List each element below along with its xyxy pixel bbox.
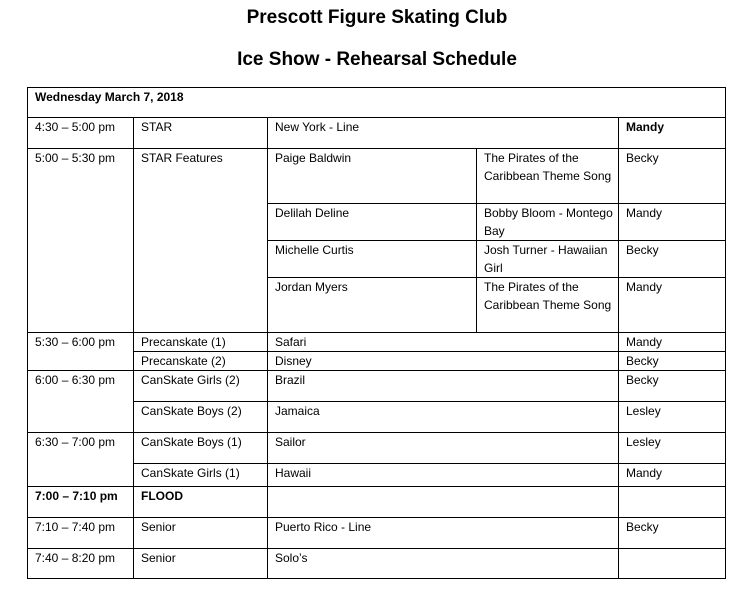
day-heading: Wednesday March 7, 2018 [28, 88, 726, 118]
group-cell: CanSkate Boys (2) [134, 402, 268, 433]
coach-cell: Mandy [619, 204, 726, 241]
time-cell: 5:00 – 5:30 pm [28, 149, 134, 333]
coach-cell: Becky [619, 149, 726, 204]
table-row [28, 487, 726, 518]
table-row [28, 149, 726, 204]
coach-cell: Mandy [619, 464, 726, 487]
skater-cell: Delilah Deline [268, 204, 477, 241]
coach-cell: Mandy [619, 333, 726, 352]
music-cell [268, 487, 619, 518]
club-name: Prescott Figure Skating Club [246, 7, 508, 28]
music-cell: New York - Line [268, 118, 619, 149]
table-row [28, 518, 726, 549]
group-cell: STAR Features [134, 149, 268, 333]
time-cell: 6:30 – 7:00 pm [28, 433, 134, 487]
song-cell: The Pirates of the Caribbean Theme Song [477, 149, 619, 204]
music-cell: Sailor [268, 433, 619, 464]
music-cell: Solo’s [268, 549, 619, 579]
group-cell: Precanskate (1) [134, 333, 268, 352]
time-cell: 6:00 – 6:30 pm [28, 371, 134, 433]
group-cell: FLOOD [134, 487, 268, 518]
time-cell: 7:00 – 7:10 pm [28, 487, 134, 518]
music-cell: Disney [268, 352, 619, 371]
time-cell: 7:10 – 7:40 pm [28, 518, 134, 549]
time-cell: 7:40 – 8:20 pm [28, 549, 134, 579]
coach-cell: Becky [619, 241, 726, 278]
music-cell: Hawaii [268, 464, 619, 487]
coach-cell: Becky [619, 518, 726, 549]
coach-cell: Lesley [619, 402, 726, 433]
coach-cell [619, 549, 726, 579]
group-cell: Precanskate (2) [134, 352, 268, 371]
coach-cell: Becky [619, 371, 726, 402]
table-row [28, 433, 726, 464]
coach-cell [619, 487, 726, 518]
coach-cell: Lesley [619, 433, 726, 464]
time-cell: 5:30 – 6:00 pm [28, 333, 134, 371]
music-cell: Jamaica [268, 402, 619, 433]
music-cell: Puerto Rico - Line [268, 518, 619, 549]
music-cell: Brazil [268, 371, 619, 402]
coach-cell: Becky [619, 352, 726, 371]
coach-cell: Mandy [619, 278, 726, 333]
skater-cell: Michelle Curtis [268, 241, 477, 278]
schedule-title: Ice Show - Rehearsal Schedule [237, 49, 517, 70]
table-row [28, 333, 726, 352]
music-cell: Safari [268, 333, 619, 352]
song-cell: The Pirates of the Caribbean Theme Song [477, 278, 619, 333]
rehearsal-schedule-table [27, 87, 726, 579]
table-row [28, 371, 726, 402]
group-cell: CanSkate Boys (1) [134, 433, 268, 464]
song-cell: Bobby Bloom - Montego Bay [477, 204, 619, 241]
skater-cell: Paige Baldwin [268, 149, 477, 204]
group-cell: CanSkate Girls (1) [134, 464, 268, 487]
group-cell: Senior [134, 518, 268, 549]
day-header-row [28, 88, 726, 118]
coach-cell: Mandy [619, 118, 726, 149]
group-cell: Senior [134, 549, 268, 579]
table-row [28, 549, 726, 579]
skater-cell: Jordan Myers [268, 278, 477, 333]
table-row [28, 118, 726, 149]
group-cell: STAR [134, 118, 268, 149]
song-cell: Josh Turner - Hawaiian Girl [477, 241, 619, 278]
group-cell: CanSkate Girls (2) [134, 371, 268, 402]
time-cell: 4:30 – 5:00 pm [28, 118, 134, 149]
